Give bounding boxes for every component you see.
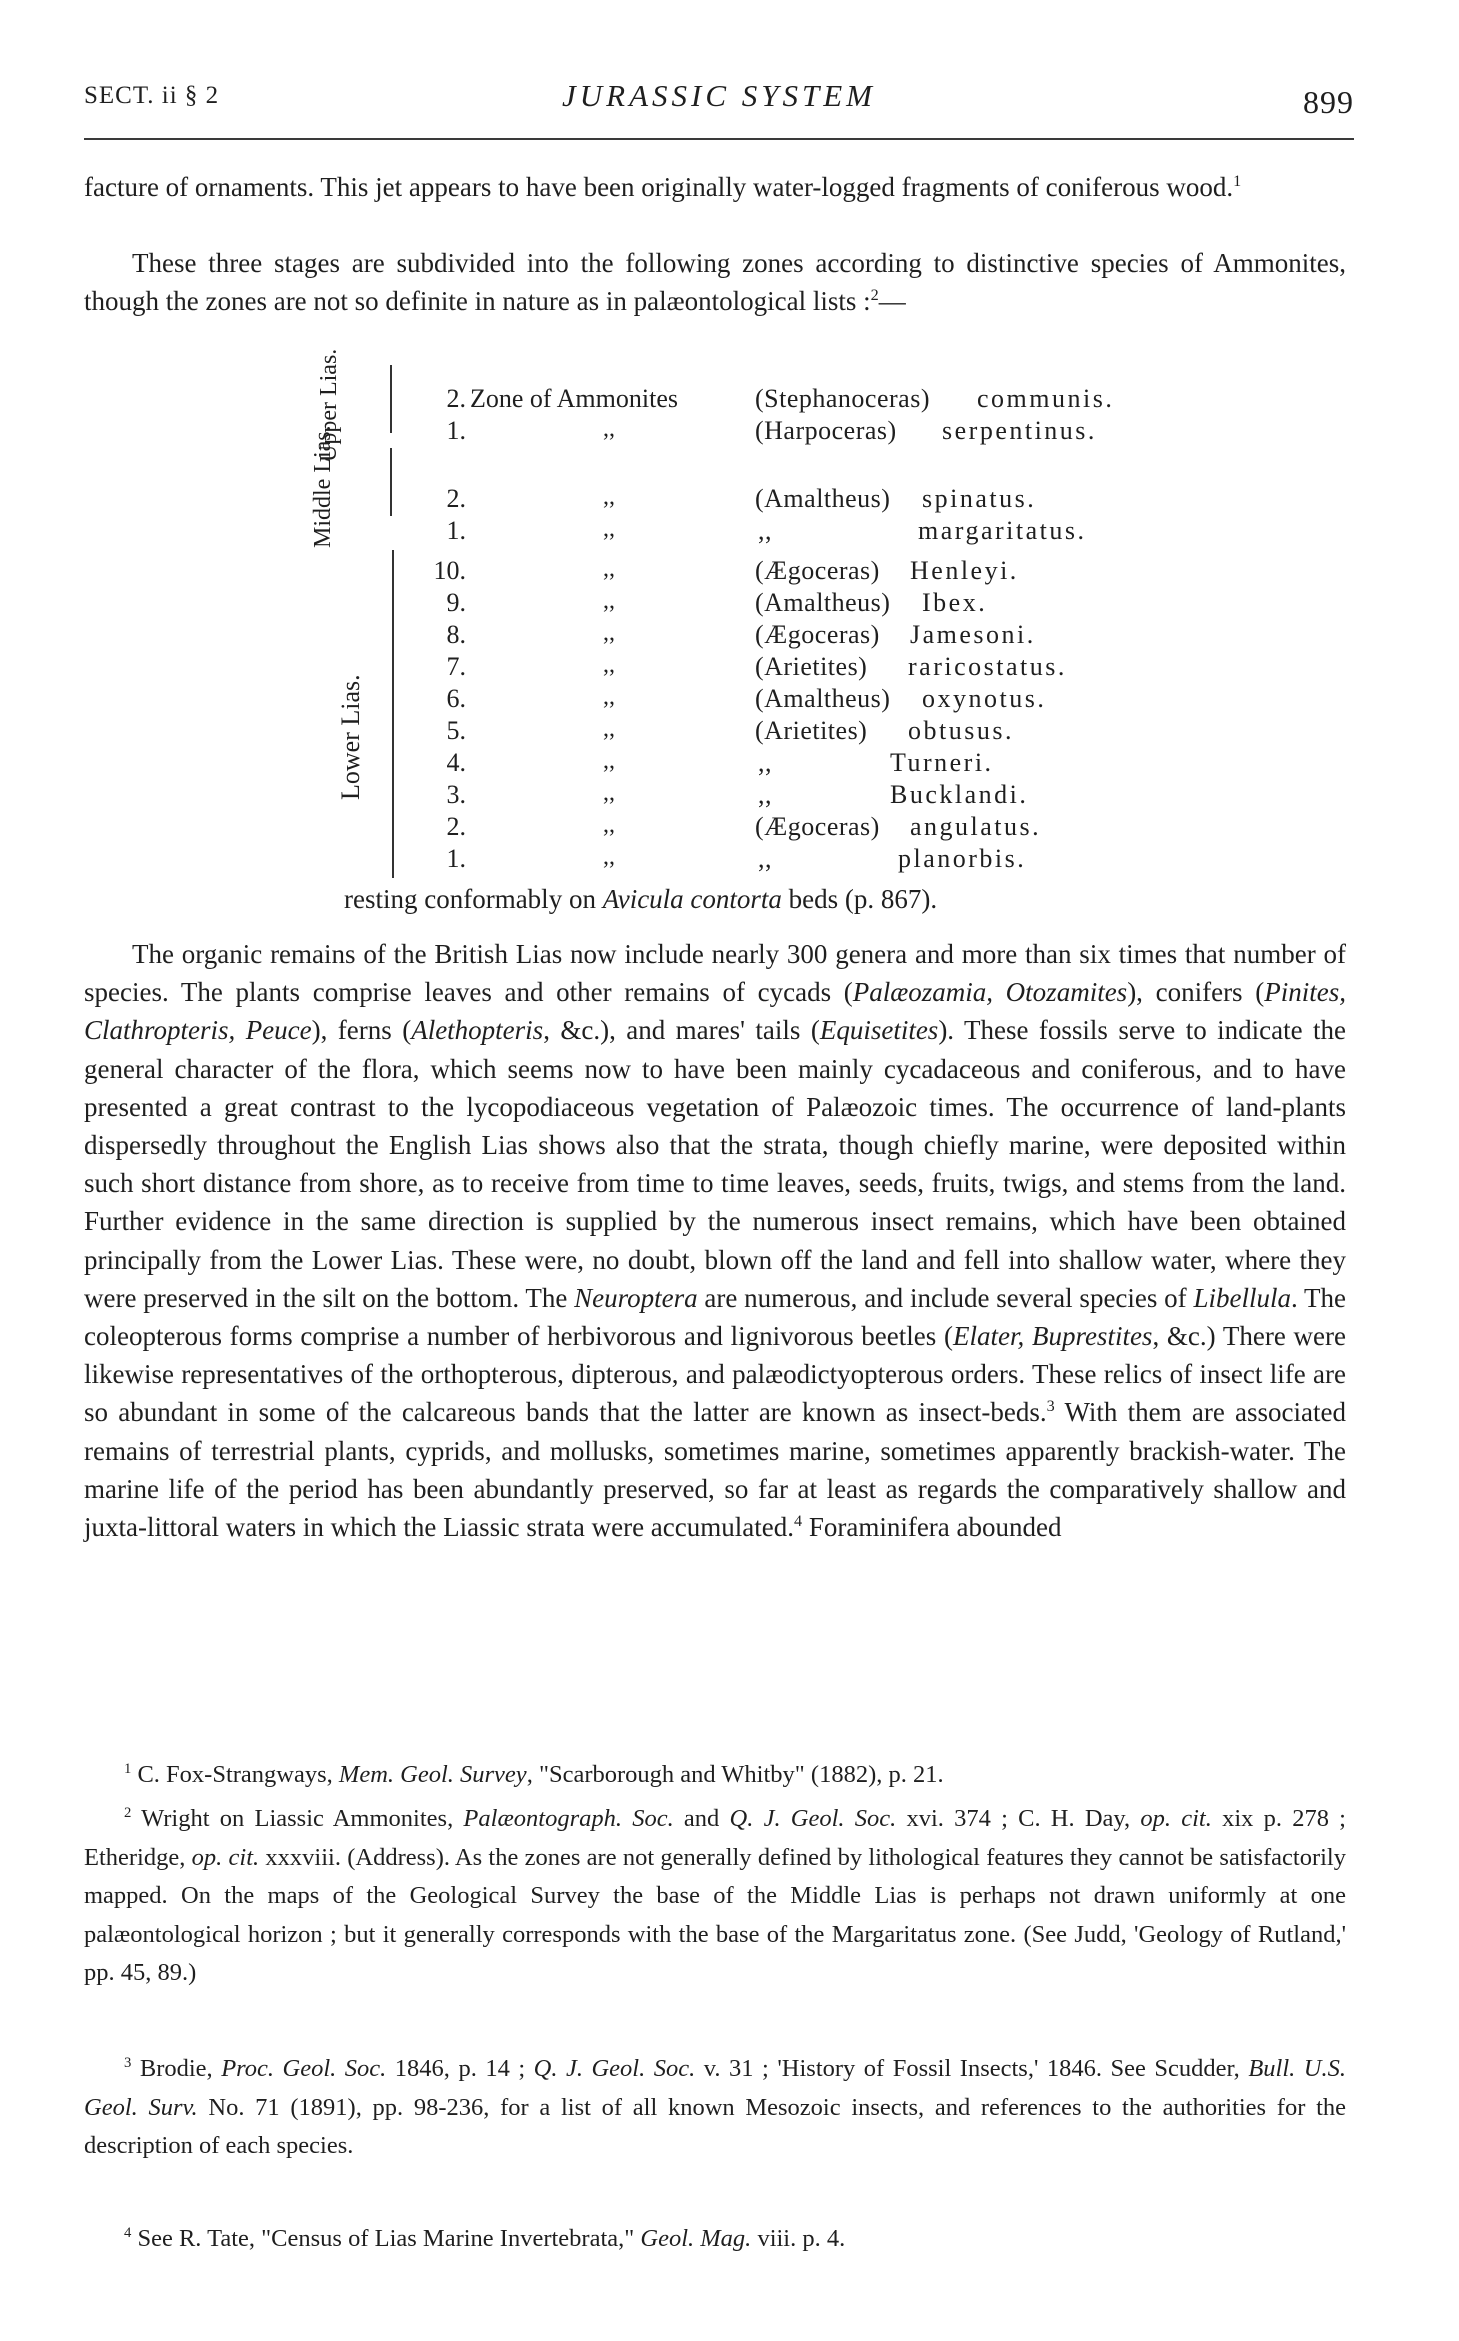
- footnote-4: $^4$ See R. Tate, "Census of Lias Marine Invertebrata," Geol. Mag. viii. p. 4.: [124, 2224, 846, 2252]
- zone-species: Bucklandi.: [890, 780, 1029, 809]
- lower-lias-label: Lower Lias.: [336, 674, 365, 800]
- zone-number: 1.: [446, 416, 466, 445]
- paragraph-organic-remains: The organic remains of the British Lias now include nearly 300 genera and more than six times that number of species. The plants comprise leaves and other remains of cycads (Palæozamia, Otozamites), conifers (Pinites, Clathropteris, Peuce), ferns (Alethopteris, &c.), and mares' tails (Equisetites). These fossils serve to indicate the general character of the flora, which seems now to have been mainly cycadaceous and coniferous, and to have presented a great contrast to the lycopodiaceous vegetation of Palæozoic times. The occurrence of land-plants dispersedly throughout the English Lias shows also that the strata, though chiefly marine, were deposited within such short distance from shore, as to receive from time to time leaves, seeds, fruits, twigs, and stems from the land. Further evidence in the same direction is supplied by the numerous insect remains, which have been obtained principally from the Lower Lias. These were, no doubt, blown off the land and fell into shallow water, where they were preserved in the silt on the bottom. The Neuroptera are numerous, and include several species of Libellula. The coleopterous forms comprise a number of herbivorous and lignivorous beetles (Elater, Buprestites, &c.) There were likewise representatives of the orthopterous, dipterous, and palæodictyopterous orders. These relics of insect life are so abundant in some of the calcareous bands that the latter are known as insect-beds.$^3$ With them are associated remains of terrestrial plants, cyprids, and mollusks, sometimes marine, sometimes apparently brackish-water. The marine life of the period has been abundantly preserved, so far at least as regards the comparatively shallow and juxta-littoral waters in which the Liassic strata were accumulated.$^4$ Foraminifera abounded: [84, 939, 1346, 1543]
- footnote-ref: 2: [870, 286, 879, 305]
- zone-genus: (Harpoceras): [755, 416, 897, 445]
- zone-species: spinatus.: [922, 484, 1037, 513]
- zone-number: 2.: [446, 812, 466, 841]
- ditto-mark: ,,: [603, 684, 615, 710]
- running-head: [84, 78, 1354, 122]
- lower-brace: [392, 550, 394, 878]
- zone-genus: ,,: [758, 516, 772, 545]
- zone-genus: (Arietites): [755, 716, 868, 745]
- zone-genus: ,,: [758, 844, 772, 873]
- upper-brace: [390, 365, 392, 433]
- zone-genus: (Ægoceras): [755, 812, 880, 841]
- zone-genus: (Amaltheus): [755, 588, 891, 617]
- zone-species: communis.: [977, 384, 1115, 413]
- zone-species: Jamesoni.: [910, 620, 1036, 649]
- paragraph-jet: [84, 168, 1346, 206]
- ditto-mark: ,,: [603, 516, 615, 542]
- zone-number: 2.: [446, 384, 466, 413]
- middle-lias-label: Middle Lias.: [310, 425, 336, 548]
- ditto-mark: ,,: [603, 588, 615, 614]
- ditto-mark: ,,: [603, 484, 615, 510]
- upper-lias-label: Upper Lias.: [316, 348, 342, 462]
- zone-genus: (Stephanoceras): [755, 384, 930, 413]
- footnote-ref: 1: [1233, 172, 1242, 190]
- paragraph-text: facture of ornaments. This jet appears to have been originally water-logged fragments of coniferous wood.: [84, 172, 1234, 202]
- zone-genus: (Ægoceras): [755, 556, 880, 585]
- zone-species: Turneri.: [890, 748, 994, 777]
- ditto-mark: ,,: [603, 748, 615, 774]
- zone-species: Ibex.: [922, 588, 988, 617]
- zone-number: 7.: [446, 652, 466, 681]
- footnote-2: $^2$ Wright on Liassic Ammonites, Palæontograph. Soc. and Q. J. Geol. Soc. xvi. 374 ; C. H. Day, op. cit. xix p. 278 ; Etheridge, op. cit. xxxviii. (Address). As the zones are not generally defined by lithological features they cannot be satisfactorily mapped. On the maps of the Geological Survey the base of the Middle Lias is perhaps not drawn uniformly at one palæontological horizon ; but it generally corresponds with the base of the Margaritatus zone. (See Judd, 'Geology of Rutland,' pp. 45, 89.): [84, 1804, 1346, 1987]
- paragraph-text: These three stages are subdivided into the following zones according to distinctive species of Ammonites, though the zones are not so definite in nature as in palæontological lists :: [84, 248, 1346, 317]
- zone-number: 1.: [446, 516, 466, 545]
- zone-number: 8.: [446, 620, 466, 649]
- ditto-mark: ,,: [603, 716, 615, 742]
- zone-number: 4.: [446, 748, 466, 777]
- chapter-title: JURASSIC SYSTEM: [561, 78, 876, 113]
- ditto-mark: ,,: [603, 780, 615, 806]
- ditto-mark: ,,: [603, 416, 615, 442]
- section-label: SECT. ii § 2: [84, 82, 220, 109]
- zone-species: serpentinus.: [942, 416, 1097, 445]
- zone-species: margaritatus.: [918, 516, 1087, 545]
- zone-table: [0, 348, 1459, 920]
- ditto-mark: ,,: [603, 556, 615, 582]
- ditto-mark: ,,: [603, 620, 615, 646]
- middle-brace: [390, 448, 392, 516]
- zone-number: 1.: [446, 844, 466, 873]
- zone-genus: (Arietites): [755, 652, 868, 681]
- zone-number: 9.: [446, 588, 466, 617]
- dash: —: [878, 286, 906, 317]
- header-rule: [84, 138, 1354, 140]
- zone-genus: ,,: [758, 748, 772, 777]
- zone-species: angulatus.: [910, 812, 1042, 841]
- ditto-mark: ,,: [603, 652, 615, 678]
- zone-number: 2.: [446, 484, 466, 513]
- resting-line: resting conformably on Avicula contorta beds (p. 867).: [344, 884, 938, 914]
- zone-genus: (Amaltheus): [755, 484, 891, 513]
- zone-species: obtusus.: [908, 716, 1014, 745]
- ditto-mark: ,,: [603, 844, 615, 870]
- zone-of-ammonites: Zone of Ammonites: [470, 384, 678, 413]
- ditto-mark: ,,: [603, 812, 615, 838]
- zone-species: oxynotus.: [922, 684, 1047, 713]
- zone-number: 3.: [446, 780, 466, 809]
- footnote-3: $^3$ Brodie, Proc. Geol. Soc. 1846, p. 14 ; Q. J. Geol. Soc. v. 31 ; 'History of Fossil Insects,' 1846. See Scudder, Bull. U.S. Geol. Surv. No. 71 (1891), pp. 98-236, for a list of all known Mesozoic insects, and references to the authorities for the description of each species.: [84, 2054, 1347, 2160]
- footnote-1: $^1$ C. Fox-Strangways, Mem. Geol. Survey, "Scarborough and Whitby" (1882), p. 21.: [124, 1760, 944, 1788]
- paragraph-zones-intro: [84, 244, 1346, 321]
- zone-species: raricostatus.: [908, 652, 1067, 681]
- zone-species: planorbis.: [898, 844, 1027, 873]
- zone-species: Henleyi.: [910, 556, 1019, 585]
- zone-genus: (Amaltheus): [755, 684, 891, 713]
- zone-genus: ,,: [758, 780, 772, 809]
- zone-number: 10.: [433, 556, 466, 585]
- page-number: 899: [1303, 84, 1354, 120]
- zone-number: 6.: [446, 684, 466, 713]
- zone-genus: (Ægoceras): [755, 620, 880, 649]
- zone-number: 5.: [446, 716, 466, 745]
